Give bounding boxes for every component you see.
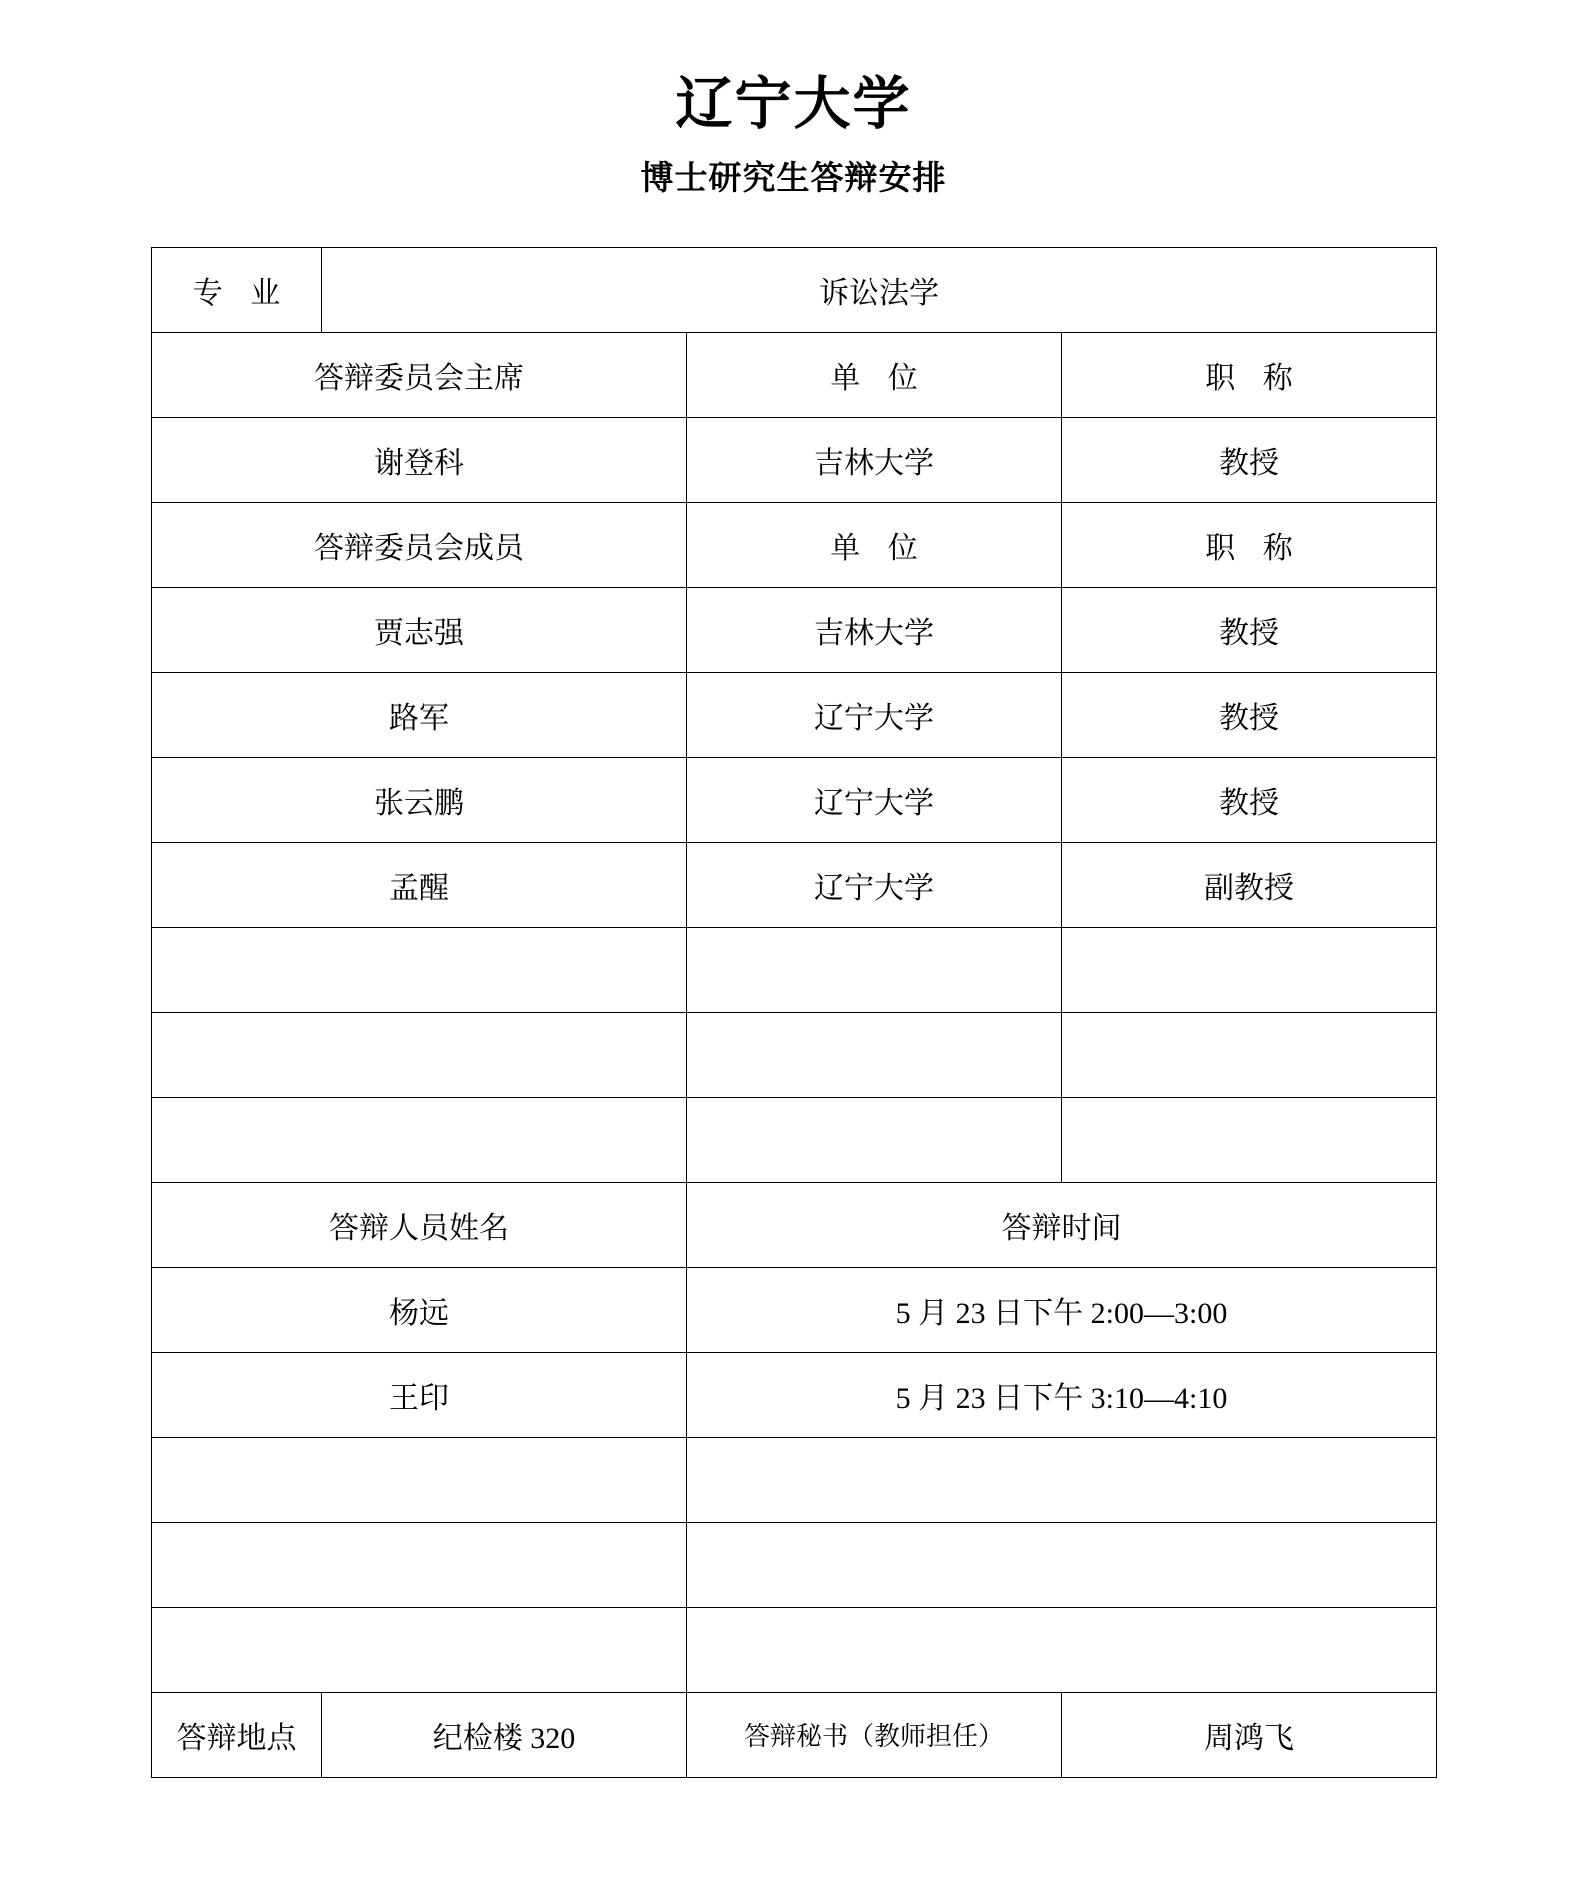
- table-row: [152, 1352, 1437, 1437]
- member-name: [152, 1097, 687, 1182]
- member-unit: [687, 1097, 1062, 1182]
- defense-candidate-name: [152, 1607, 687, 1692]
- chair-header-title: 职 称: [1062, 332, 1437, 417]
- chair-header-name: 答辩委员会主席: [152, 332, 687, 417]
- secretary-value: 周鸿飞: [1062, 1692, 1437, 1777]
- member-name: 路军: [152, 672, 687, 757]
- defense-schedule-table: [151, 247, 1437, 1778]
- chair-title: 教授: [1062, 417, 1437, 502]
- table-row: [152, 1267, 1437, 1352]
- page-title: 辽宁大学: [675, 71, 912, 137]
- table-row: [152, 1607, 1437, 1692]
- member-name: 贾志强: [152, 587, 687, 672]
- table-row: [152, 757, 1437, 842]
- member-title: [1062, 927, 1437, 1012]
- member-title: [1062, 1012, 1437, 1097]
- table-row: [152, 1437, 1437, 1522]
- member-title: [1062, 1097, 1437, 1182]
- defense-time: [687, 1522, 1437, 1607]
- member-header-name: 答辩委员会成员: [152, 502, 687, 587]
- defense-candidate-name: 王印: [152, 1352, 687, 1437]
- member-title: 教授: [1062, 587, 1437, 672]
- defense-time: [687, 1437, 1437, 1522]
- member-header-title: 职 称: [1062, 502, 1437, 587]
- member-unit: 辽宁大学: [687, 842, 1062, 927]
- defense-header-name: 答辩人员姓名: [152, 1182, 687, 1267]
- table-row: [152, 587, 1437, 672]
- defense-header-time: 答辩时间: [687, 1182, 1437, 1267]
- member-unit: [687, 1012, 1062, 1097]
- place-label: 答辩地点: [152, 1692, 322, 1777]
- member-unit: 吉林大学: [687, 587, 1062, 672]
- table-row-defense-header: [152, 1182, 1437, 1267]
- member-header-unit: 单 位: [687, 502, 1062, 587]
- schedule-table-container: [151, 247, 1436, 1778]
- chair-name: 谢登科: [152, 417, 687, 502]
- defense-candidate-name: 杨远: [152, 1267, 687, 1352]
- table-row-major: [152, 247, 1437, 332]
- member-name: 孟醒: [152, 842, 687, 927]
- defense-time: 5 月 23 日下午 2:00—3:00: [687, 1267, 1437, 1352]
- member-name: 张云鹏: [152, 757, 687, 842]
- table-row: [152, 927, 1437, 1012]
- member-unit: 辽宁大学: [687, 672, 1062, 757]
- table-row: [152, 1097, 1437, 1182]
- defense-candidate-name: [152, 1437, 687, 1522]
- table-row: [152, 672, 1437, 757]
- table-row: [152, 1012, 1437, 1097]
- table-row-member-header: [152, 502, 1437, 587]
- member-title: 教授: [1062, 672, 1437, 757]
- member-name: [152, 1012, 687, 1097]
- major-label: 专 业: [152, 247, 322, 332]
- member-title: 教授: [1062, 757, 1437, 842]
- table-row-chair: [152, 417, 1437, 502]
- major-value: 诉讼法学: [322, 247, 1437, 332]
- defense-candidate-name: [152, 1522, 687, 1607]
- defense-time: [687, 1607, 1437, 1692]
- table-row: [152, 1522, 1437, 1607]
- chair-unit: 吉林大学: [687, 417, 1062, 502]
- table-row-footer: [152, 1692, 1437, 1777]
- page-subtitle: 博士研究生答辩安排: [640, 157, 947, 197]
- chair-header-unit: 单 位: [687, 332, 1062, 417]
- defense-time: 5 月 23 日下午 3:10—4:10: [687, 1352, 1437, 1437]
- member-title: 副教授: [1062, 842, 1437, 927]
- member-unit: [687, 927, 1062, 1012]
- member-name: [152, 927, 687, 1012]
- place-value: 纪检楼 320: [322, 1692, 687, 1777]
- secretary-label: 答辩秘书（教师担任）: [687, 1692, 1062, 1777]
- table-row-chair-header: [152, 332, 1437, 417]
- document-header: [0, 0, 1587, 199]
- member-unit: 辽宁大学: [687, 757, 1062, 842]
- table-row: [152, 842, 1437, 927]
